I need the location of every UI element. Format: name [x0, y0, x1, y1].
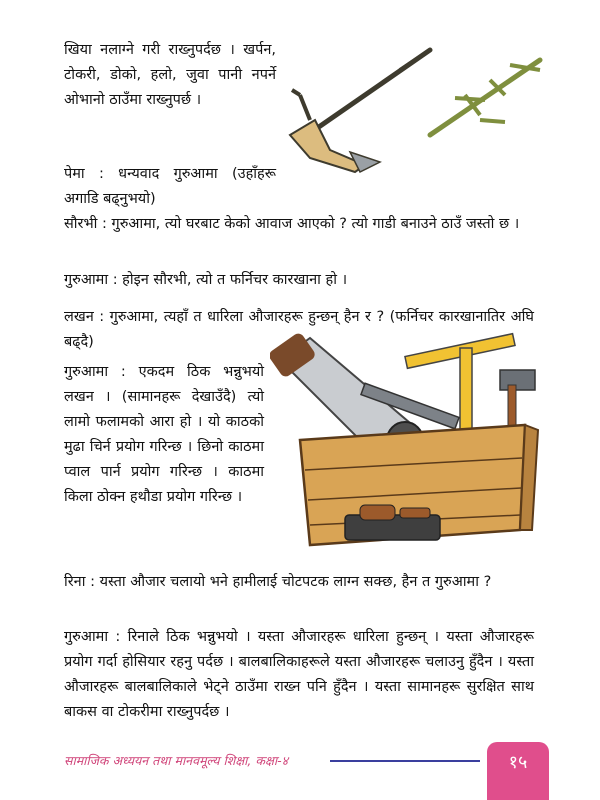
paragraph-rina: रिना : यस्ता औजार चलायो भने हामीलाई चोटपटक लाग्न सक्छ, हैन त गुरुआमा ?	[64, 574, 492, 590]
plough-icon	[290, 50, 540, 172]
footer-divider	[330, 760, 480, 762]
paragraph-teacher-1: गुरुआमा : होइन सौरभी, त्यो त फर्निचर कारखाना हो ।	[64, 272, 348, 288]
toolbox-icon	[270, 331, 538, 545]
paragraph-teacher-3: गुरुआमा : रिनाले ठिक भन्नुभयो । यस्ता औजारहरू धारिला हुन्छन् । यस्ता औजारहरू प्रयोग गर्दा होसियार रहनु पर्दछ । बालबालिकाहरूले यस्ता औजारहरू चलाउनु हुँदैन । यस्ता औजारहरू बालबालिकाले भेट्ने ठाउँमा राख्न पनि हुँदैन । यस्ता सामानहरू सुरक्षित साथ बाकस वा टोकरीमा राख्नुपर्दछ ।	[64, 629, 534, 720]
paragraph-saurabhi: सौरभी : गुरुआमा, त्यो घरबाट केको आवाज आएको ? त्यो गाडी बनाउने ठाउँ जस्तो छ ।	[64, 216, 520, 232]
paragraph-pema: पेमा : धन्यवाद गुरुआमा (उहाँहरू अगाडि बढ्नुभयो)	[64, 166, 276, 207]
footer-title: सामाजिक अध्ययन तथा मानवमूल्य शिक्षा, कक्षा-४	[64, 753, 289, 768]
paragraph-lakhan: लखन : गुरुआमा, त्यहाँ त धारिला औजारहरू हुन्छन् हैन र ? (फर्निचर कारखानातिर अघि बढ्दै)	[64, 309, 534, 350]
paragraph-teacher-2: गुरुआमा : एकदम ठिक भन्नुभयो लखन । (सामानहरू देखाउँदै) त्यो लामो फलामको आरा हो । यो काठको मुढा चिर्न प्रयोग गरिन्छ । छिनो काठमा प्वाल पार्न प्रयोग गरिन्छ । काठमा किला ठोक्न हथौडा प्रयोग गरिन्छ ।	[64, 364, 264, 505]
toolbox-illustration	[270, 330, 545, 560]
paragraph-storage: खिया नलाग्ने गरी राख्नुपर्दछ । खर्पन, टोकरी, डोको, हलो, जुवा पानी नपर्ने ओभानो ठाउँमा राख्नुपर्छ ।	[64, 42, 276, 108]
plough-illustration	[280, 40, 550, 175]
page-number: १५	[508, 752, 528, 773]
